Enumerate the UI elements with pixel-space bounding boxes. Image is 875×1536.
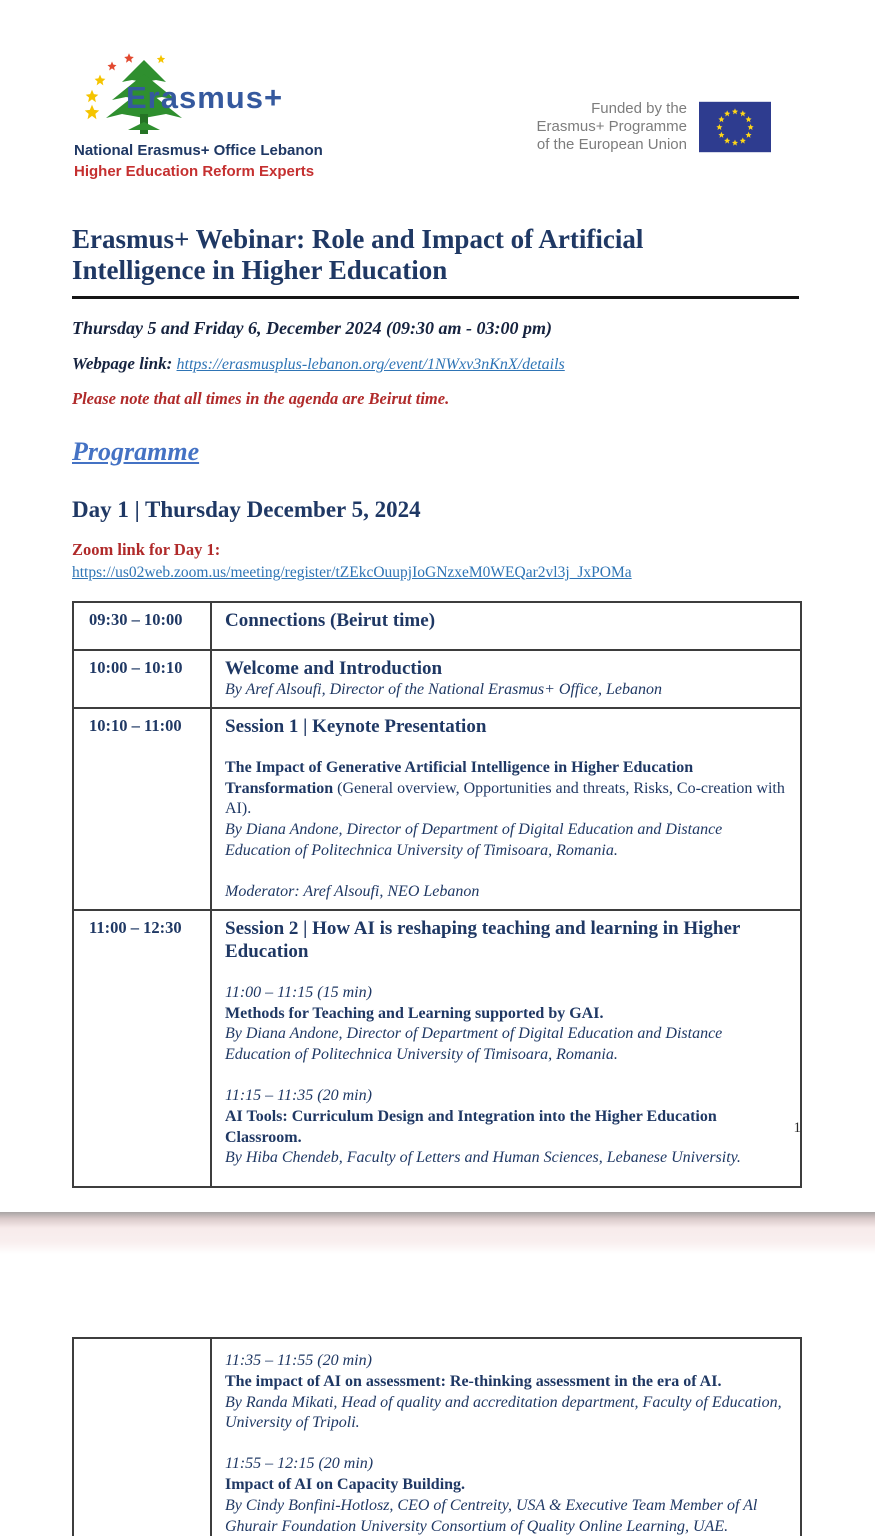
funding-line-1: Funded by the bbox=[591, 99, 687, 117]
time-cell: 09:30 – 10:00 bbox=[73, 602, 211, 650]
time-cell-empty bbox=[73, 1338, 211, 1536]
session-cell bbox=[211, 1338, 801, 1536]
speaker-line: By Aref Alsoufi, Director of the National Erasmus+ Office, Lebanon bbox=[225, 680, 662, 698]
beirut-time-note: Please note that all times in the agenda are Beirut time. bbox=[72, 388, 450, 408]
time-cell: 10:10 – 11:00 bbox=[73, 708, 211, 910]
document-body bbox=[0, 224, 875, 1188]
session-cell bbox=[211, 650, 801, 708]
zoom-link-line bbox=[72, 564, 800, 582]
day1-heading: Day 1 | Thursday December 5, 2024 bbox=[72, 496, 421, 522]
table-row bbox=[73, 910, 801, 1187]
eu-flag-icon bbox=[699, 99, 771, 155]
session-title: Welcome and Introduction bbox=[225, 657, 443, 679]
table-row bbox=[73, 708, 801, 910]
day1-schedule-table-continued bbox=[72, 1337, 802, 1536]
event-date-line: Thursday 5 and Friday 6, December 2024 (09:30 am - 03:00 pm) bbox=[72, 317, 552, 338]
webpage-link[interactable]: https://erasmusplus-lebanon.org/event/1NWxv3nKnX/details bbox=[176, 355, 565, 373]
erasmus-lebanon-logo bbox=[74, 52, 374, 180]
zoom-link[interactable]: https://us02web.zoom.us/meeting/register/tZEkcOuupjIoGNzxeM0WEQar2vl3j_JxPOMa bbox=[72, 563, 632, 581]
time-cell: 11:00 – 12:30 bbox=[73, 910, 211, 1187]
header bbox=[0, 0, 875, 180]
blank-line bbox=[225, 963, 790, 983]
page-number: 1 bbox=[793, 1120, 801, 1136]
slot-title: Methods for Teaching and Learning supported by GAI. bbox=[225, 1004, 604, 1022]
speaker-line: By Randa Mikati, Head of quality and accreditation department, Faculty of Education, University of Tripoli. bbox=[225, 1393, 782, 1432]
blank-line bbox=[225, 1066, 790, 1086]
session-title: Session 2 | How AI is reshaping teaching and learning in Higher Education bbox=[225, 917, 740, 962]
slot-time: 11:00 – 11:15 (15 min) bbox=[225, 983, 372, 1001]
session-title: Session 1 | Keynote Presentation bbox=[225, 715, 487, 737]
speaker-line: By Hiba Chendeb, Faculty of Letters and Human Sciences, Lebanese University. bbox=[225, 1149, 741, 1167]
speaker-line: By Diana Andone, Director of Department of Digital Education and Distance Education of Politechnica University of Timisoara, Romania. bbox=[225, 1025, 723, 1064]
zoom-link-label: Zoom link for Day 1: bbox=[72, 539, 221, 559]
blank-line bbox=[225, 862, 790, 882]
speaker-line: By Cindy Bonfini-Hotlosz, CEO of Centreity, USA & Executive Team Member of Al Ghurair Foundation University Consortium of Quality Online Learning, UAE. bbox=[225, 1496, 758, 1535]
time-cell: 10:00 – 10:10 bbox=[73, 650, 211, 708]
table-row bbox=[73, 602, 801, 650]
day1-schedule-table bbox=[72, 601, 802, 1188]
moderator-line: Moderator: Aref Alsoufi, NEO Lebanon bbox=[225, 882, 480, 900]
session-cell bbox=[211, 602, 801, 650]
webpage-link-label: Webpage link: bbox=[72, 353, 173, 373]
funding-line-2: Erasmus+ Programme bbox=[536, 117, 687, 135]
page-break-band bbox=[0, 1212, 875, 1254]
logo-office-line: National Erasmus+ Office Lebanon bbox=[74, 142, 323, 159]
slot-title: AI Tools: Curriculum Design and Integration into the Higher Education Classroom. bbox=[225, 1107, 717, 1146]
session-cell bbox=[211, 910, 801, 1187]
logo-here-line: Higher Education Reform Experts bbox=[74, 163, 315, 180]
slot-title: The impact of AI on assessment: Re-thinking assessment in the era of AI. bbox=[225, 1372, 722, 1390]
erasmus-logo-wordmark: Erasmus+ bbox=[126, 80, 284, 115]
slot-time: 11:15 – 11:35 (20 min) bbox=[225, 1087, 372, 1105]
slot-title: Impact of AI on Capacity Building. bbox=[225, 1475, 466, 1493]
speaker-line: By Diana Andone, Director of Department of Digital Education and Distance Education of Politechnica University of Timisoara, Romania. bbox=[225, 821, 723, 859]
table-row bbox=[73, 1338, 801, 1536]
talk-title: The Impact of Generative Artificial Intelligence in Higher Education Transformation bbox=[225, 758, 694, 797]
title-rule bbox=[72, 296, 799, 299]
session-title: Connections (Beirut time) bbox=[225, 609, 436, 631]
page-title: Erasmus+ Webinar: Role and Impact of Artificial Intelligence in Higher Education bbox=[72, 224, 644, 286]
programme-heading: Programme bbox=[72, 436, 200, 466]
funding-text bbox=[537, 100, 687, 155]
slot-time: 11:55 – 12:15 (20 min) bbox=[225, 1455, 374, 1473]
logo-art bbox=[74, 52, 374, 138]
slot-time: 11:35 – 11:55 (20 min) bbox=[225, 1352, 372, 1369]
eu-funding-block bbox=[537, 74, 771, 180]
session-cell bbox=[211, 708, 801, 910]
table-row bbox=[73, 650, 801, 708]
talk-paragraph bbox=[225, 758, 790, 820]
webpage-link-line bbox=[72, 354, 800, 374]
funding-line-3: of the European Union bbox=[536, 136, 687, 154]
blank-line bbox=[225, 1434, 790, 1454]
talk-description: (General overview, Opportunities and threats, Risks, Co-creation with AI). bbox=[225, 779, 785, 818]
blank-line bbox=[225, 738, 790, 758]
